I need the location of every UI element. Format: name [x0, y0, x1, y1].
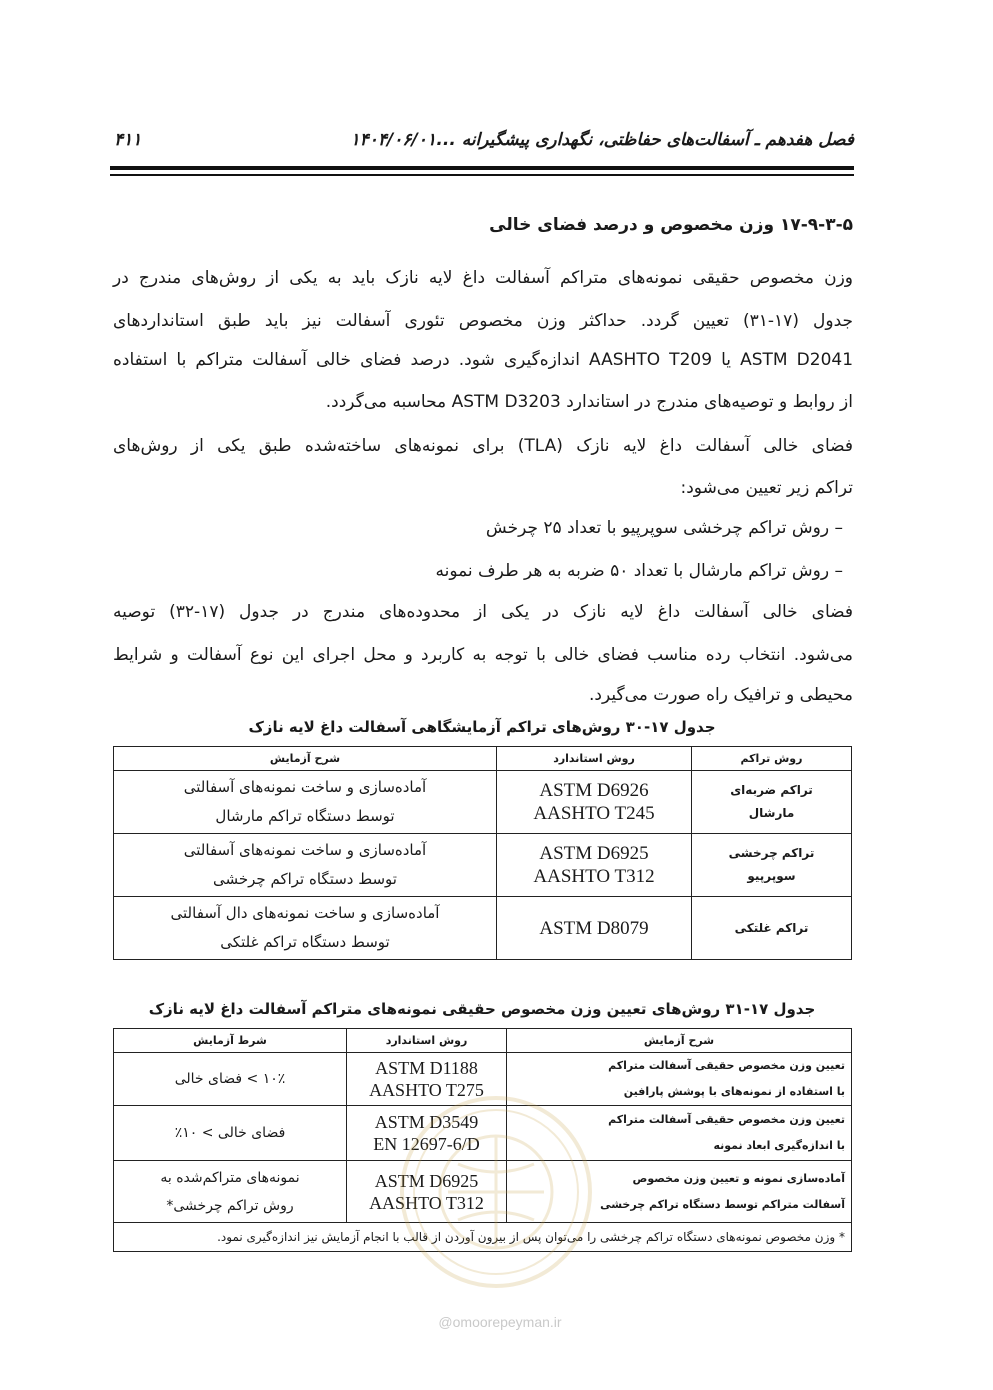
standard-cell	[497, 771, 692, 834]
standard-code: ASTM D6926	[539, 780, 649, 801]
table-header-cell: شرط آزمایش	[114, 1029, 347, 1053]
body-line: جدول (۱۷-۳۱) تعیین گردد. حداکثر وزن مخصوص تئوری آسفالت نیز باید طبق استانداردهای	[113, 311, 854, 331]
section-title: ۱۷-۹-۳-۵ وزن مخصوص و درصد فضای خالی	[489, 215, 853, 235]
table-row	[114, 834, 852, 897]
standard-code: ASTM D3549	[374, 1112, 479, 1132]
body-line: تراکم زیر تعیین می‌شود:	[680, 478, 853, 498]
description-text: آماده‌سازی و ساخت نمونه‌های آسفالتی	[183, 778, 427, 796]
table-header-row	[114, 747, 852, 771]
condition-text: روش تراکم چرخشی*	[166, 1197, 294, 1214]
table-header-row	[114, 1029, 852, 1053]
header-rule-thin	[110, 174, 854, 176]
description-cell	[114, 834, 497, 897]
description-cell	[114, 771, 497, 834]
table-header-cell: شرح آزمایش	[507, 1029, 852, 1053]
body-line: می‌شود. انتخاب رده مناسب فضای خالی با توجه به کاربرد و محل اجرای این نوع آسفالت و شرایط	[113, 645, 853, 665]
standard-code: ASTM D1188	[375, 1058, 478, 1078]
method-name: تراکم غلتکی	[734, 920, 809, 935]
running-header	[110, 128, 854, 158]
standard-cell	[497, 897, 692, 960]
table-caption: جدول ۱۷-۳۰ روش‌های تراکم آزمایشگاهی آسفالت داغ لایه نازک	[248, 718, 716, 736]
condition-text: فضای خالی > ۱۰٪	[174, 1125, 286, 1141]
description-cell	[114, 897, 497, 960]
description-text: تعیین وزن مخصوص حقیقی آسفالت متراکم	[608, 1113, 845, 1126]
standard-code: AASHTO T312	[369, 1192, 484, 1213]
condition-text: ۱۰٪ > فضای خالی	[174, 1071, 286, 1087]
description-text: توسط دستگاه تراکم چرخشی	[213, 870, 397, 888]
description-text: آماده‌سازی و ساخت نمونه‌های دال آسفالتی	[170, 904, 440, 922]
standard-code: AASHTO T275	[369, 1080, 484, 1100]
method-cell	[692, 834, 852, 897]
condition-cell	[114, 1053, 347, 1106]
table-header-cell: روش تراکم	[692, 747, 852, 771]
description-text: آماده‌سازی نمونه و تعیین وزن مخصوص	[632, 1171, 845, 1185]
standard-cell	[497, 834, 692, 897]
method-name: مارشال	[748, 806, 795, 820]
header-rule-thick	[110, 166, 854, 170]
table-row	[114, 897, 852, 960]
description-text: تعیین وزن مخصوص حقیقی آسفالت متراکم	[608, 1059, 845, 1072]
standard-code: AASHTO T245	[533, 803, 655, 824]
method-name: تراکم ضربه‌ای	[730, 783, 813, 797]
body-line: ASTM D2041 یا AASHTO T209 اندازه‌گیری شود. درصد فضای خالی آسفالت متراکم با استفاده	[113, 350, 854, 370]
method-name: سوپرپیو	[747, 869, 796, 883]
description-text: توسط دستگاه تراکم غلتکی	[220, 933, 390, 951]
standard-code: ASTM D6925	[374, 1170, 479, 1191]
body-line: فضای خالی آسفالت داغ لایه نازک (TLA) برای نمونه‌های ساخته‌شده طبق یکی از روش‌های	[113, 436, 853, 456]
description-text: با استفاده از نمونه‌های با پوشش پارافین	[623, 1085, 845, 1098]
page-number: ۴۱۱	[114, 130, 142, 150]
table-header-cell: روش استاندارد	[347, 1029, 507, 1053]
description-text: آماده‌سازی و ساخت نمونه‌های آسفالتی	[183, 841, 427, 859]
condition-cell	[114, 1161, 347, 1223]
body-line: از روابط و توصیه‌های مندرج در استاندارد ASTM D3203 محاسبه می‌گردد.	[325, 392, 853, 412]
list-item: – روش تراکم چرخشی سوپرپیو با تعداد ۲۵ چرخش	[485, 518, 843, 538]
watermark-text: @omoorepeyman.ir	[438, 1314, 562, 1330]
body-line: وزن مخصوص حقیقی نمونه‌های متراکم آسفالت داغ لایه نازک باید به یکی از روش‌های مندرج در	[113, 268, 853, 288]
watermark-seal-icon	[396, 1092, 596, 1292]
method-cell	[692, 771, 852, 834]
table-header-cell: شرح آزمایش	[114, 747, 497, 771]
list-item: – روش تراکم مارشال با تعداد ۵۰ ضربه به هر طرف نمونه	[435, 561, 843, 581]
header-chapter-title: فصل هفدهم ـ آسفالت‌های حفاظتی، نگهداری پیشگیرانه ...	[436, 130, 854, 150]
standard-code: ASTM D8079	[539, 917, 649, 939]
description-text: آسفالت متراکم توسط دستگاه تراکم چرخشی	[600, 1197, 845, 1211]
table-caption: جدول ۱۷-۳۱ روش‌های تعیین وزن مخصوص حقیقی نمونه‌های متراکم آسفالت داغ لایه نازک	[148, 1000, 816, 1018]
condition-text: نمونه‌های متراکم‌شده به	[160, 1169, 300, 1186]
description-text: توسط دستگاه تراکم مارشال	[215, 807, 395, 825]
method-cell	[692, 897, 852, 960]
header-date: ۱۴۰۴/۰۶/۰۱	[350, 130, 436, 150]
body-line: فضای خالی آسفالت داغ لایه نازک در یکی از محدوده‌های مندرج در جدول (۱۷-۳۲) توصیه	[113, 602, 853, 622]
standard-code: ASTM D6925	[539, 843, 649, 864]
table-row	[114, 771, 852, 834]
standard-code: AASHTO T312	[533, 866, 655, 887]
table-header-cell: روش استاندارد	[497, 747, 692, 771]
body-line: محیطی و ترافیک راه صورت می‌گیرد.	[589, 685, 853, 705]
method-name: تراکم چرخشی	[728, 846, 815, 860]
description-text: با اندازه‌گیری ابعاد نمونه	[713, 1139, 845, 1152]
standard-code: EN 12697-6/D	[373, 1134, 480, 1154]
table-footnote: * وزن مخصوص نمونه‌های دستگاه تراکم چرخشی را می‌توان پس از بیرون آوردن از قالب با انجام آزمایش نیز اندازه‌گیری نمود.	[114, 1223, 852, 1252]
compaction-methods-table	[113, 746, 852, 960]
condition-cell	[114, 1106, 347, 1161]
